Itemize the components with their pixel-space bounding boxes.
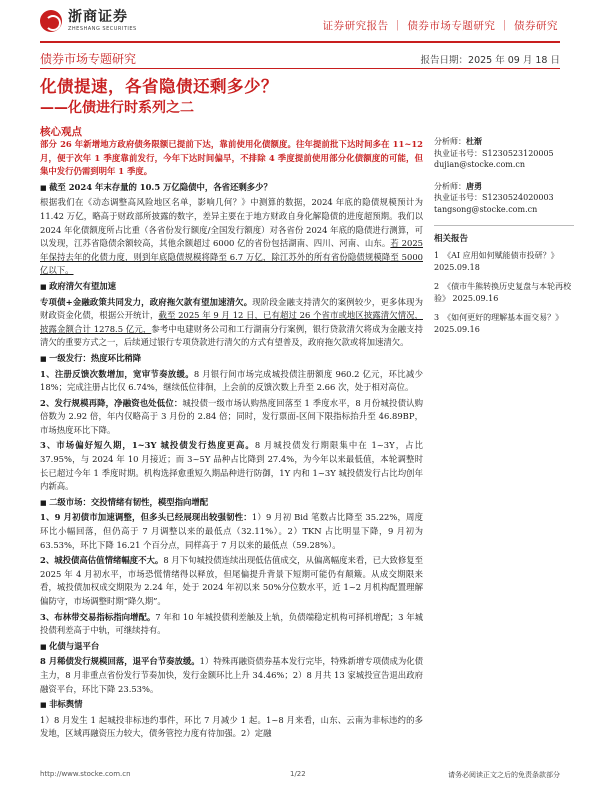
section-heading-debt: ■ 截至 2024 年末存量的 10.5 万亿隐债中，各省还剩多少？ bbox=[40, 181, 423, 195]
arrears-paragraph bbox=[40, 296, 423, 350]
arrears-text-2: 参考中电建财务公司和工行湖南分行案例，银行贷款清欠将成为金融支持清欠的重要方式之一，后续通过银行专项贷款进行清欠的方式有望普及，政府拖欠款或将加速清欠。 bbox=[40, 323, 423, 348]
related-report-item[interactable] bbox=[434, 281, 574, 306]
logo-name-cn: 浙商证券 bbox=[68, 9, 128, 25]
arrears-text-1: 现阶段金融支持清欠的案例较少，更多体现为财政资金化债，根据公开统计， bbox=[40, 296, 424, 321]
debt-paragraph bbox=[40, 196, 423, 278]
footer-url[interactable]: http://www.stocke.com.cn bbox=[40, 770, 131, 778]
related-report-title[interactable]: 《债市牛熊转换历史复盘与本轮再校验》 bbox=[434, 281, 572, 303]
analyst-cert: 执业证书号：S1230524020003 bbox=[434, 193, 554, 202]
analyst-name: 杜渐 bbox=[466, 136, 482, 146]
logo-icon bbox=[40, 10, 62, 32]
related-report-number: 3 bbox=[434, 312, 440, 322]
related-report-number: 2 bbox=[434, 281, 440, 291]
analyst-role: 分析师： bbox=[434, 137, 466, 146]
point-lead: 3、布林带交易指标指向增配。 bbox=[40, 611, 156, 622]
point-lead: 2、城投债高估值情绪幅度不大。 bbox=[40, 555, 164, 566]
point-text: 1）9 月初 Bid 笔数占比降至 35.22%，周度环比小幅回落，但仍高于 7 月调整以来的最低点（32.11%）。2）TKN 占比明显下降，9 月初为 63.53%，环比下降 16.21 个百分点，同样高于 7 月以来的最低点（59.28%）。 bbox=[40, 512, 423, 550]
point-lead: 2、发行规模再降，净融资也处低位： bbox=[40, 397, 183, 408]
section-heading-nonstandard: ■ 非标舆情 bbox=[40, 698, 423, 712]
analyst-card bbox=[434, 181, 574, 216]
section-heading-arrears: ■ 政府清欠有望加速 bbox=[40, 280, 423, 294]
nonstandard-paragraph: 1）8 月发生 1 起城投非标违约事件，环比 7 月减少 1 起。1~8 月来看，山东、云南为非标违约的多发地，区域再融资压力较大，债务管控力度有待加强。2）定融 bbox=[40, 714, 423, 739]
point-lead: 1、注册反馈次数增加，宽审节奏放缓。 bbox=[40, 368, 194, 379]
section-heading-secondary: ■ 二级市场：交投情绪有韧性，模型指向增配 bbox=[40, 496, 423, 510]
point-text: 7 年和 10 年城投债利差触及上轨，负债端稳定机构可择机增配；3 年城投债利差高于中轨，可继续持有。 bbox=[40, 611, 424, 636]
primary-point-1 bbox=[40, 368, 423, 395]
secondary-point-2 bbox=[40, 554, 423, 608]
related-report-item[interactable] bbox=[434, 312, 574, 337]
sidebar bbox=[434, 136, 574, 343]
subheader-divider bbox=[40, 68, 560, 69]
logo-name-en: ZHESHANG SECURITIES bbox=[68, 26, 137, 32]
secondary-point-1 bbox=[40, 511, 423, 552]
sidebar-divider bbox=[434, 225, 574, 226]
subheader bbox=[40, 48, 560, 68]
point-lead: 3、市场偏好短久期，1~3Y 城投债发行热度更高。 bbox=[40, 440, 255, 451]
section-heading-debt-resolution: ■ 化债与退平台 bbox=[40, 640, 423, 654]
point-text: 8 月下旬城投债连续出现低估值成交，从偏离幅度来看，已大致修复至 2025 年 4 月初水平，市场恐慌情绪得以释放，但尾偏提升背景下短期可能仍有颠簸。从成交期限来看，城投债加权成交期限为 2.24 年，处于 2024 年初以来 50%分位数水平，近 1~2 月机构配置理解偏防守，市场调整时期“降久期”。 bbox=[40, 555, 423, 606]
report-title: 化债提速，各省隐债还剩多少？ bbox=[40, 77, 278, 96]
page-header bbox=[0, 0, 600, 40]
report-date: 报告日期：2025 年 09 月 18 日 bbox=[420, 55, 560, 66]
point-lead: 8 月稀债发行规模回落，退平台节奏放缓。 bbox=[40, 656, 200, 667]
point-text: 城投债一级市场认购热度回落至 1 季度水平，8 月份城投债认购倍数为 2.92 倍，年内仅略高于 3 月份的 2.84 倍；同时，发行票面-区间下限指标抬升至 46.89BP，市场热度环比下降。 bbox=[40, 397, 423, 435]
related-report-item[interactable] bbox=[434, 250, 574, 275]
core-view-label: 核心观点 bbox=[40, 126, 82, 138]
summary-paragraph: 部分 26 年新增地方政府债务限额已提前下达，靠前使用化债额度。往年提前批下达时间多在 11~12 月，便于次年 1 季度靠前发行，今年下达时间偏早，不排除 4 季度提前使用部分化债额度的可能，但集中发行仍需到明年 1 季度。 bbox=[40, 139, 423, 177]
debt-text-underlined: 若 2025 年保持去年的化债力度，则到年底隐债规模将降至 6.7 万亿，除江苏外的所有省份隐债规模降至 5000 亿以下。 bbox=[40, 238, 423, 276]
report-type: 债券市场专题研究 bbox=[40, 52, 137, 66]
analyst-role: 分析师： bbox=[434, 181, 466, 191]
report-subtitle: ——化债进行时系列之二 bbox=[40, 100, 194, 116]
page-number: 1/22 bbox=[290, 770, 306, 778]
point-text: 8 月银行间市场完成城投债注册额度 960.2 亿元，环比减少 18%；完成注册占比仅 6.74%，继续低位徘徊，上会前的反馈次数上升至 2.66 次，处于相对高位。 bbox=[40, 368, 424, 393]
related-report-number: 1 bbox=[434, 250, 440, 260]
related-report-title[interactable]: 《AI 应用如何赋能债市投研？》 bbox=[443, 250, 559, 260]
primary-point-3 bbox=[40, 439, 423, 493]
analyst-card bbox=[434, 136, 574, 171]
arrears-text-underlined: 截至 2025 年 9 月 12 日，已有超过 26 个省市或地区披露清欠情况，披露金额合计 1278.5 亿元， bbox=[40, 310, 423, 334]
analyst-email[interactable]: dujian@stocke.com.cn bbox=[434, 160, 526, 169]
related-report-title[interactable]: 《如何更好的理解基本面交易？》 bbox=[443, 312, 564, 322]
related-report-date: 2025.09.18 bbox=[434, 263, 480, 272]
related-report-date: 2025.09.16 bbox=[452, 294, 499, 303]
point-text: 8 月城投债发行期限集中在 1~3Y，占比 37.95%，与 2024 年 10 月接近；而 3~5Y 品种占比降到 27.4%，为今年以来最低值，本轮调整时长已超过今年 1 季度时期。机构选择愈重短久期品种进行防御，1Y 内和 1~3Y 城投债发行占比均创年内新高。 bbox=[40, 440, 423, 492]
document-type: 证券研究报告 ｜ 债券市场专题研究 ｜ 债券研究 bbox=[322, 20, 558, 32]
analyst-email[interactable]: tangsong@stocke.com.cn bbox=[434, 204, 538, 214]
analyst-name: 唐勇 bbox=[466, 180, 482, 191]
primary-point-2 bbox=[40, 397, 423, 438]
debt-text: 根据我们在《动态调整高风险地区名单，影响几何？》中测算的数据，2024 年底的隐债规模预计为 11.42 万亿，略高于财政部所披露的数字，差异主要在于地方财政自身化解隐债的进度超预期。我们以 2024 年化债额度所占比重（各省份发行额度/全国发行额度）对各省份 2024 年底的隐债进行测算，可以发现，江苏省隐债余额较高，其他余额超过 6000 亿的省份包括湖南、四川、河南、山东。 bbox=[40, 197, 423, 249]
footer-disclaimer: 请务必阅读正文之后的免责条款部分 bbox=[448, 771, 560, 779]
arrears-lead: 专项债+金融政策共同发力，政府拖欠款有望加速清欠。 bbox=[40, 296, 253, 307]
secondary-point-3 bbox=[40, 611, 423, 638]
resolution-paragraph bbox=[40, 655, 423, 696]
company-logo bbox=[40, 10, 137, 32]
related-report-date: 2025.09.16 bbox=[434, 325, 480, 334]
point-lead: 1、9 月初债市加速调整，但多头已经展现出较强韧性： bbox=[40, 512, 252, 523]
analyst-cert: 执业证书号：S1230523120005 bbox=[434, 148, 554, 158]
header-divider bbox=[40, 41, 560, 43]
point-text: 1）特殊再融资债券基本发行完毕，特殊新增专项债成为化债主力，8 月非重点省份发行节奏加快，发行金额环比上升 34.46%；2）8 月共 13 家城投宣告退出政府融资平台，环比下降 23.53%。 bbox=[40, 656, 423, 694]
related-reports-title: 相关报告 bbox=[434, 234, 469, 244]
main-content bbox=[40, 138, 423, 743]
section-heading-primary: ■ 一级发行：热度环比稍降 bbox=[40, 352, 423, 366]
